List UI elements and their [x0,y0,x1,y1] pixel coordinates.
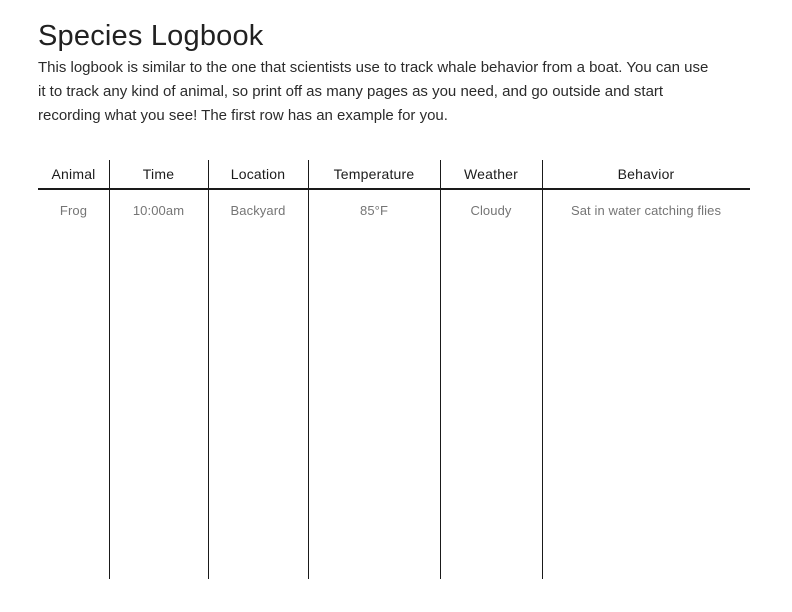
column-divider [308,160,309,579]
cell-weather: Cloudy [470,203,512,218]
column-header-time: Time [142,166,175,182]
intro-line: recording what you see! The first row has an example for you. [38,107,448,124]
column-header-temperature: Temperature [333,166,415,182]
logbook-table [38,160,750,579]
cell-animal: Frog [59,203,88,218]
cell-location: Backyard [230,203,286,218]
column-divider [440,160,441,579]
intro-paragraph [38,56,768,128]
intro-line: it to track any kind of animal, so print off as many pages as you need, and go outside and start [38,83,664,100]
column-header-location: Location [230,166,286,182]
column-divider [109,160,110,579]
column-header-animal: Animal [51,166,96,182]
column-divider [542,160,543,579]
cell-behavior: Sat in water catching flies [570,203,722,218]
column-header-behavior: Behavior [617,166,675,182]
table-header-row [38,160,750,190]
intro-line: This logbook is similar to the one that scientists use to track whale behavior from a boat. You can use [38,59,709,76]
table-row [38,190,750,220]
column-header-weather: Weather [463,166,519,182]
column-divider [208,160,209,579]
cell-time: 10:00am [132,203,185,218]
cell-temperature: 85°F [360,203,388,218]
page-title: Species Logbook [38,20,264,52]
